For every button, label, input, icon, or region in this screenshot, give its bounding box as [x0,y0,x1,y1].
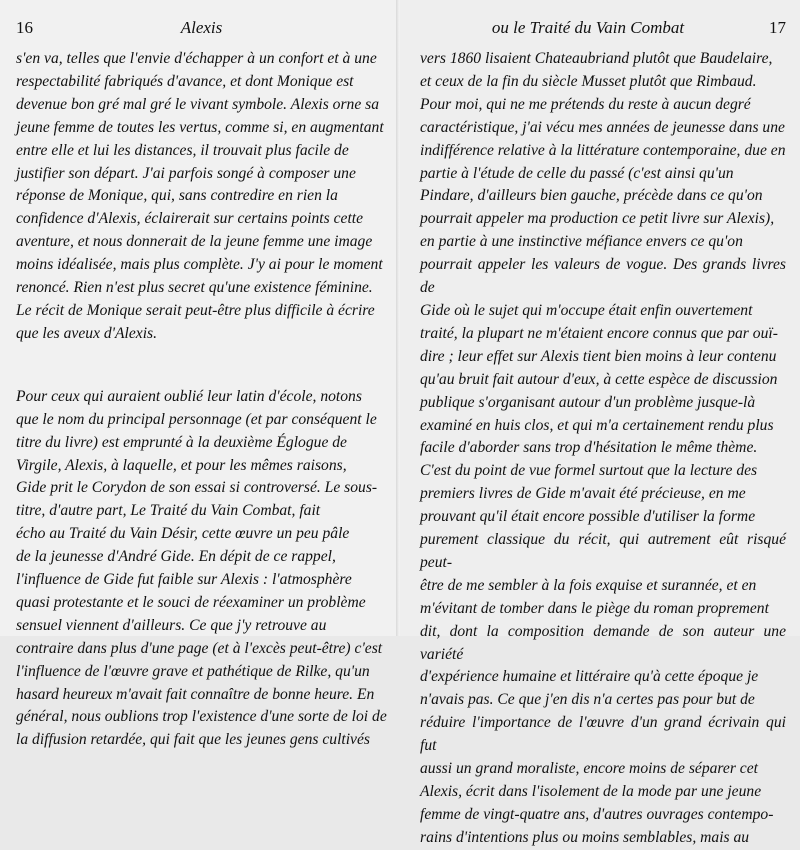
left-page-number: 16 [16,18,33,37]
left-paragraph-2: Pour ceux qui auraient oublié leur latin d'école, notons que le nom du principal personnage (et par conséquent le titre du livre) est emprunté à la deuxième Églogue de Virgile, Alexis, à laquelle, et pour les mêmes raisons, Gide prit le Corydon de son essai si controversé. Le sous- titre, d'autre part, Le Traité du Vain Combat, fait écho au Traité du Vain Désir, cette œuvre un peu pâle de la jeunesse d'André Gide. En dépit de ce rappel, l'influence de Gide fut faible sur Alexis : l'atmosphère quasi protestante et le souci de réexaminer un problème sensuel viennent d'ailleurs. Ce que j'y retrouve au contraire dans plus d'une page (et à l'excès peut-être) c'est l'influence de l'œuvre grave et pathétique de Rilke, qu'un hasard heureux m'avait fait connaître de bonne heure. En général, nous oublions trop l'existence d'une sorte de loi de la diffusion retardée, qui fait que les jeunes gens cultivés [16,387,387,749]
right-running-head [420,18,786,42]
right-paragraph-1: vers 1860 lisaient Chateaubriand plutôt que Baudelaire, et ceux de la fin du siècle Musset plutôt que Rimbaud. Pour moi, qui ne me prétends du reste à aucun degré caractéristique, j'ai vécu mes années de jeunesse dans une indifférence relative à la littérature contemporaine, due en partie à l'étude de celle du passé (c'est ainsi qu'un Pindare, d'ailleurs bien gauche, précède dans ce qu'on pourrait appeler ma production ce petit livre sur Alexis), en partie à une instinctive méfiance envers ce qu'on pourrait appeler les valeurs de vogue. Des grands livres de Gide où le sujet qui m'occupe était enfin ouvertement traité, la plupart ne m'étaient encore connus que par ouï- dire ; leur effet sur Alexis tient bien moins à leur contenu qu'au bruit fait autour d'eux, à cette espèce de discussion publique s'organisant autour d'un problème jusque-là examiné en huis clos, et qui m'a certainement rendu plus facile d'aborder sans trop d'hésitation le même thème. C'est du point de vue formel surtout que la lecture des premiers livres de Gide m'avait été précieuse, en me prouvant qu'il était encore possible d'utiliser la forme purement classique du récit, qui autrement eût risqué peut- être de me sembler à la fois exquise et surannée, et en m'évitant de tomber dans le piège du roman proprement dit, dont la composition demande de son auteur une variété d'expérience humaine et littéraire qu'à cette époque je n'avais pas. Ce que j'en dis n'a certes pas pour but de réduire l'importance de l'œuvre d'un grand écrivain qui fut aussi un grand moraliste, encore moins de séparer cet Alexis, écrit dans l'isolement de la mode par une jeune femme de vingt-quatre ans, d'autres ouvrages contempo- rains d'intentions plus ou moins semblables, mais au [420,50,786,846]
left-page [0,0,400,749]
left-paragraph-1: s'en va, telles que l'envie d'échapper à un confort et à une respectabilité fabriqués d'avance, et dont Monique est devenue bon gré mal gré le vivant symbole. Alexis orne sa jeune femme de toutes les vertus, comme si, en augmentant entre elle et lui les distances, il trouvait plus facile de justifier son départ. J'ai parfois songé à composer une réponse de Monique, qui, sans contredire en rien la confidence d'Alexis, éclairerait sur certains points cette aventure, et nous donnerait de la jeune femme une image moins idéalisée, mais plus complète. J'y ai pour le moment renoncé. Rien n'est plus secret qu'une existence féminine. Le récit de Monique serait peut-être plus difficile à écrire que les aveux d'Alexis. [16,50,384,342]
right-running-title: ou le Traité du Vain Combat [491,18,685,37]
left-running-title: Alexis [180,18,223,37]
left-running-head [16,18,387,42]
right-page [400,0,800,846]
section-break [16,346,387,386]
right-page-number: 17 [769,18,786,37]
